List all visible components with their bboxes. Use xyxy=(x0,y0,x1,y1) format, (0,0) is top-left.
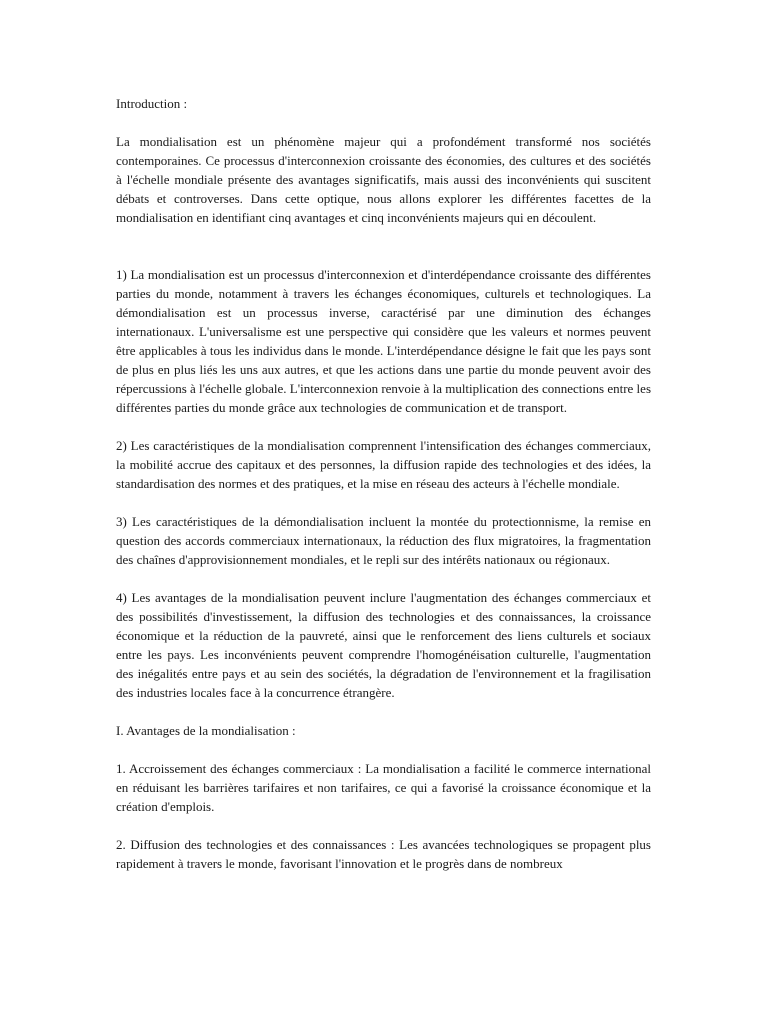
point-4-paragraph: 4) Les avantages de la mondialisation peuvent inclure l'augmentation des échanges commerciaux et des possibilités d'investissement, la diffusion des technologies et des connaissances, la croissance économique et la réduction de la pauvreté, ainsi que le renforcement des liens culturels et sociaux entre les pays. Les inconvénients peuvent comprendre l'homogénéisation culturelle, l'augmentation des inégalités entre pays et au sein des sociétés, la dégradation de l'environnement et la fragilisation des industries locales face à la concurrence étrangère. xyxy=(116,590,651,700)
document-page xyxy=(116,94,651,892)
point-1-paragraph: 1) La mondialisation est un processus d'interconnexion et d'interdépendance croissante des différentes parties du monde, notamment à travers les échanges économiques, culturels et technologiques. La démondialisation est un processus inverse, caractérisé par une diminution des échanges internationaux. L'universalisme est une perspective qui considère que les valeurs et normes peuvent être applicables à tous les individus dans le monde. L'interdépendance désigne le fait que les pays sont de plus en plus liés les uns aux autres, et que les actions dans une partie du monde peuvent avoir des répercussions à l'échelle globale. L'interconnexion renvoie à la multiplication des connections entre les différentes parties du monde grâce aux technologies de communication et de transport. xyxy=(116,267,651,415)
intro-heading: Introduction : xyxy=(116,96,188,111)
advantage-1-paragraph: 1. Accroissement des échanges commerciaux : La mondialisation a facilité le commerce international en réduisant les barrières tarifaires et non tarifaires, ce qui a favorisé la croissance économique et la création d'emplois. xyxy=(116,761,651,814)
advantage-2-paragraph: 2. Diffusion des technologies et des connaissances : Les avancées technologiques se propagent plus rapidement à travers le monde, favorisant l'innovation et le progrès dans de nombreux xyxy=(116,837,651,871)
point-3-paragraph: 3) Les caractéristiques de la démondialisation incluent la montée du protectionnisme, la remise en question des accords commerciaux internationaux, la réduction des flux migratoires, la fragmentation des chaînes d'approvisionnement mondiales, et le repli sur des intérêts nationaux ou régionaux. xyxy=(116,514,651,567)
point-2-paragraph: 2) Les caractéristiques de la mondialisation comprennent l'intensification des échanges commerciaux, la mobilité accrue des capitaux et des personnes, la diffusion rapide des technologies et des idées, la standardisation des normes et des pratiques, et la mise en réseau des acteurs à l'échelle mondiale. xyxy=(116,438,651,491)
intro-paragraph: La mondialisation est un phénomène majeur qui a profondément transformé nos sociétés contemporaines. Ce processus d'interconnexion croissante des économies, des cultures et des sociétés à l'échelle mondiale présente des avantages significatifs, mais aussi des inconvénients qui suscitent débats et controverses. Dans cette optique, nous allons explorer les différentes facettes de la mondialisation en identifiant cinq avantages et cinq inconvénients majeurs qui en découlent. xyxy=(116,134,651,225)
section-heading: I. Avantages de la mondialisation : xyxy=(116,723,296,738)
